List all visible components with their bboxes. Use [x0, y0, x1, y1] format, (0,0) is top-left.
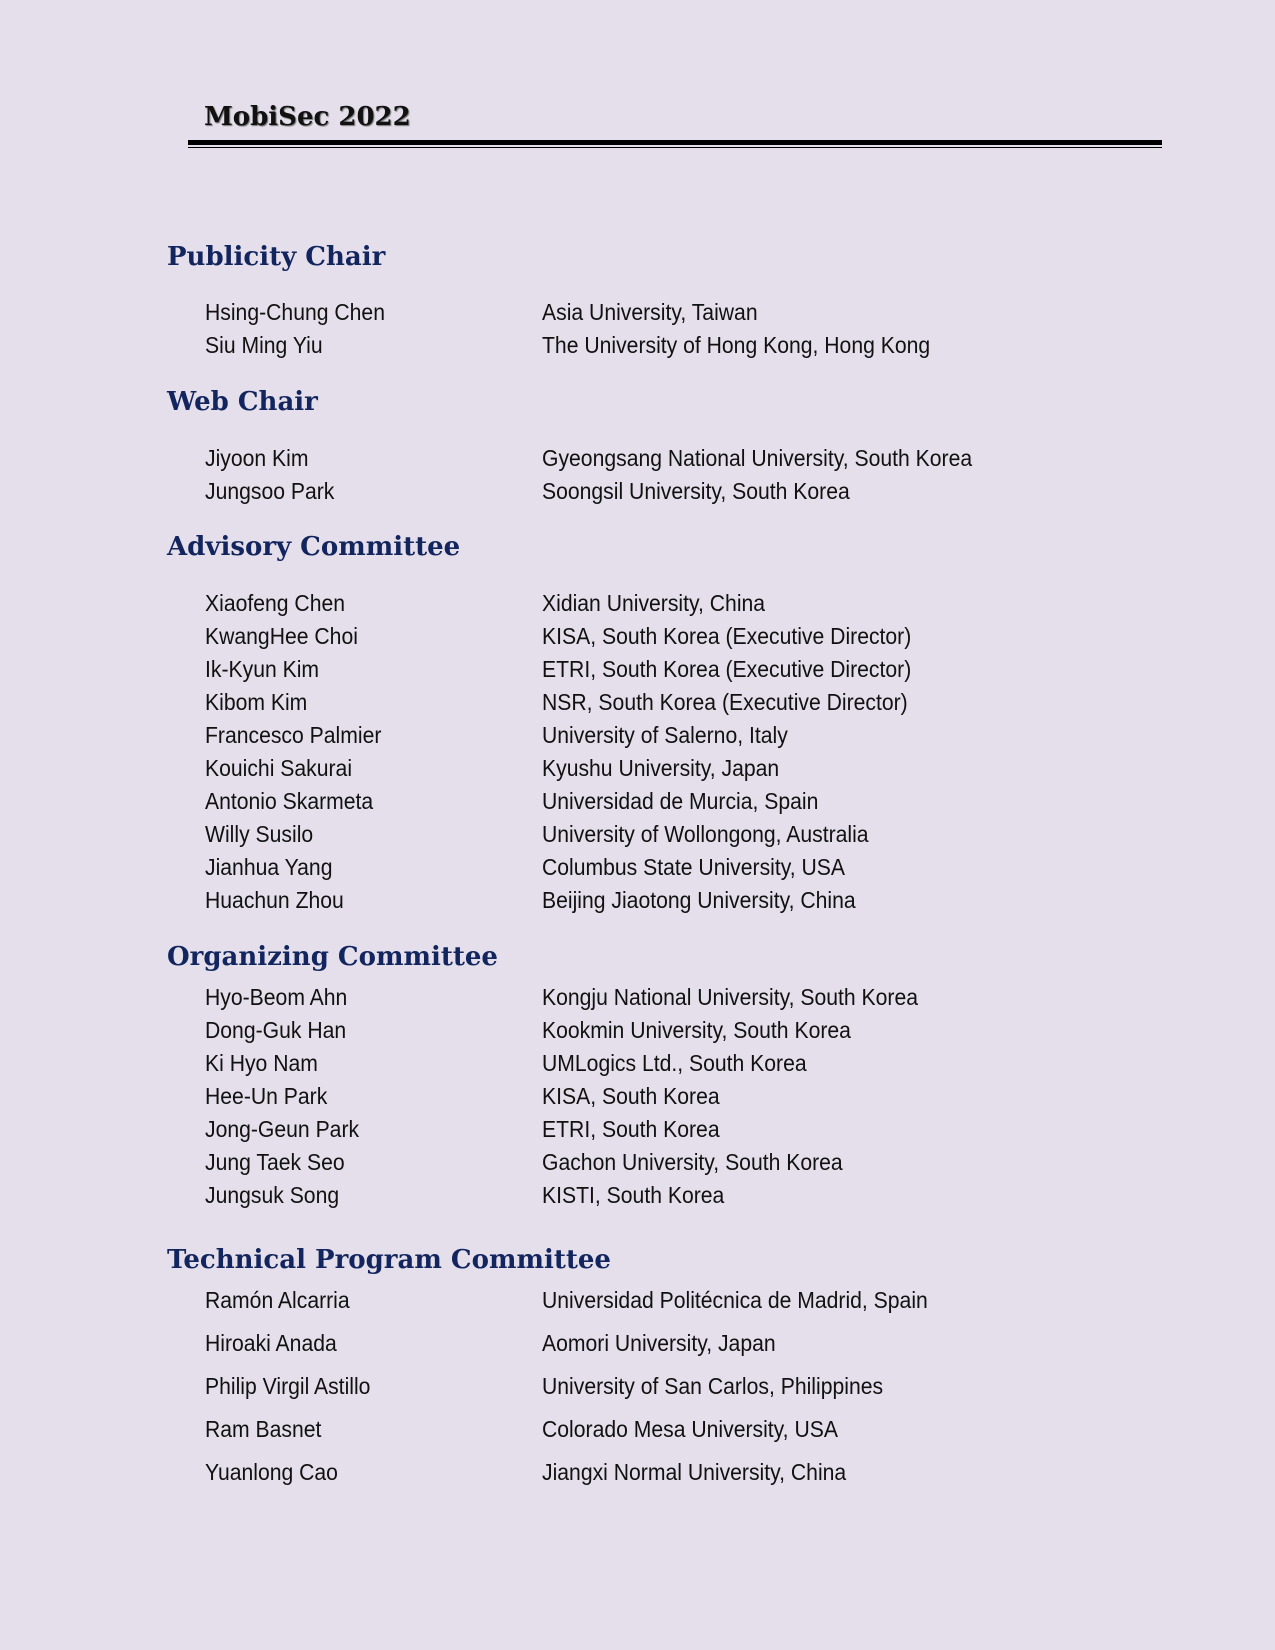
member-affiliation: NSR, South Korea (Executive Director)	[542, 689, 908, 715]
member-row	[0, 588, 1275, 618]
member-affiliation: ETRI, South Korea (Executive Director)	[542, 656, 912, 682]
member-affiliation: Asia University, Taiwan	[542, 299, 758, 325]
member-name: Jungsoo Park	[205, 478, 335, 504]
member-name: Kouichi Sakurai	[205, 755, 353, 781]
member-name: Huachun Zhou	[205, 887, 344, 913]
member-name: KwangHee Choi	[205, 623, 358, 649]
member-affiliation: Kongju National University, South Korea	[542, 984, 919, 1010]
member-name: Yuanlong Cao	[205, 1459, 338, 1485]
member-name: Jiyoon Kim	[205, 445, 309, 471]
member-name: Ramón Alcarria	[205, 1287, 350, 1313]
member-row	[0, 476, 1275, 506]
member-row	[0, 1081, 1275, 1111]
member-affiliation: Beijing Jiaotong University, China	[542, 887, 856, 913]
member-row	[0, 819, 1275, 849]
member-name: Hsing-Chung Chen	[205, 299, 385, 325]
member-row	[0, 753, 1275, 783]
section-heading-technical-program-committee: Technical Program Committee	[167, 1245, 611, 1275]
member-row	[0, 1048, 1275, 1078]
member-name: Hiroaki Anada	[205, 1330, 337, 1356]
member-row	[0, 885, 1275, 915]
member-name: Willy Susilo	[205, 821, 314, 847]
member-name: Francesco Palmier	[205, 722, 382, 748]
member-affiliation: Columbus State University, USA	[542, 854, 846, 880]
member-row	[0, 621, 1275, 651]
member-affiliation: KISA, South Korea	[542, 1083, 720, 1109]
member-affiliation: University of Salerno, Italy	[542, 722, 788, 748]
member-affiliation: University of Wollongong, Australia	[542, 821, 869, 847]
member-row	[0, 982, 1275, 1012]
member-name: Jung Taek Seo	[205, 1149, 345, 1175]
member-affiliation: KISTI, South Korea	[542, 1182, 725, 1208]
member-affiliation: Colorado Mesa University, USA	[542, 1416, 838, 1442]
member-affiliation: Xidian University, China	[542, 590, 766, 616]
member-row	[0, 1285, 1275, 1315]
member-affiliation: The University of Hong Kong, Hong Kong	[542, 332, 931, 358]
member-row	[0, 1371, 1275, 1401]
member-row	[0, 1180, 1275, 1210]
section-heading-organizing-committee: Organizing Committee	[167, 942, 498, 972]
member-affiliation: Soongsil University, South Korea	[542, 478, 850, 504]
member-row	[0, 330, 1275, 360]
member-name: Philip Virgil Astillo	[205, 1373, 371, 1399]
header-rule	[188, 140, 1162, 145]
member-row	[0, 852, 1275, 882]
section-heading-web-chair: Web Chair	[167, 387, 318, 417]
member-affiliation: UMLogics Ltd., South Korea	[542, 1050, 807, 1076]
member-affiliation: Kyushu University, Japan	[542, 755, 780, 781]
member-row	[0, 1147, 1275, 1177]
header-rule-thin	[188, 147, 1162, 148]
page-header-title: MobiSec 2022	[204, 102, 411, 132]
member-name: Hee-Un Park	[205, 1083, 328, 1109]
member-name: Antonio Skarmeta	[205, 788, 374, 814]
member-name: Jong-Geun Park	[205, 1116, 360, 1142]
member-affiliation: Kookmin University, South Korea	[542, 1017, 851, 1043]
member-name: Dong-Guk Han	[205, 1017, 347, 1043]
member-affiliation: University of San Carlos, Philippines	[542, 1373, 884, 1399]
member-name: Jianhua Yang	[205, 854, 333, 880]
member-row	[0, 786, 1275, 816]
member-name: Ram Basnet	[205, 1416, 322, 1442]
member-name: Siu Ming Yiu	[205, 332, 323, 358]
member-row	[0, 297, 1275, 327]
member-row	[0, 1114, 1275, 1144]
section-heading-advisory-committee: Advisory Committee	[167, 532, 461, 562]
member-row	[0, 1414, 1275, 1444]
member-affiliation: Universidad de Murcia, Spain	[542, 788, 819, 814]
member-affiliation: KISA, South Korea (Executive Director)	[542, 623, 912, 649]
member-row	[0, 1015, 1275, 1045]
member-name: Kibom Kim	[205, 689, 308, 715]
member-row	[0, 1328, 1275, 1358]
member-affiliation: Jiangxi Normal University, China	[542, 1459, 847, 1485]
member-name: Ik-Kyun Kim	[205, 656, 320, 682]
member-name: Jungsuk Song	[205, 1182, 340, 1208]
member-name: Xiaofeng Chen	[205, 590, 346, 616]
member-row	[0, 1457, 1275, 1487]
member-affiliation: Universidad Politécnica de Madrid, Spain	[542, 1287, 928, 1313]
member-affiliation: ETRI, South Korea	[542, 1116, 720, 1142]
member-name: Hyo-Beom Ahn	[205, 984, 348, 1010]
member-row	[0, 687, 1275, 717]
member-affiliation: Gachon University, South Korea	[542, 1149, 843, 1175]
member-affiliation: Gyeongsang National University, South Korea	[542, 445, 973, 471]
member-affiliation: Aomori University, Japan	[542, 1330, 776, 1356]
section-heading-publicity-chair: Publicity Chair	[167, 242, 386, 272]
member-row	[0, 443, 1275, 473]
member-row	[0, 720, 1275, 750]
member-row	[0, 654, 1275, 684]
member-name: Ki Hyo Nam	[205, 1050, 318, 1076]
